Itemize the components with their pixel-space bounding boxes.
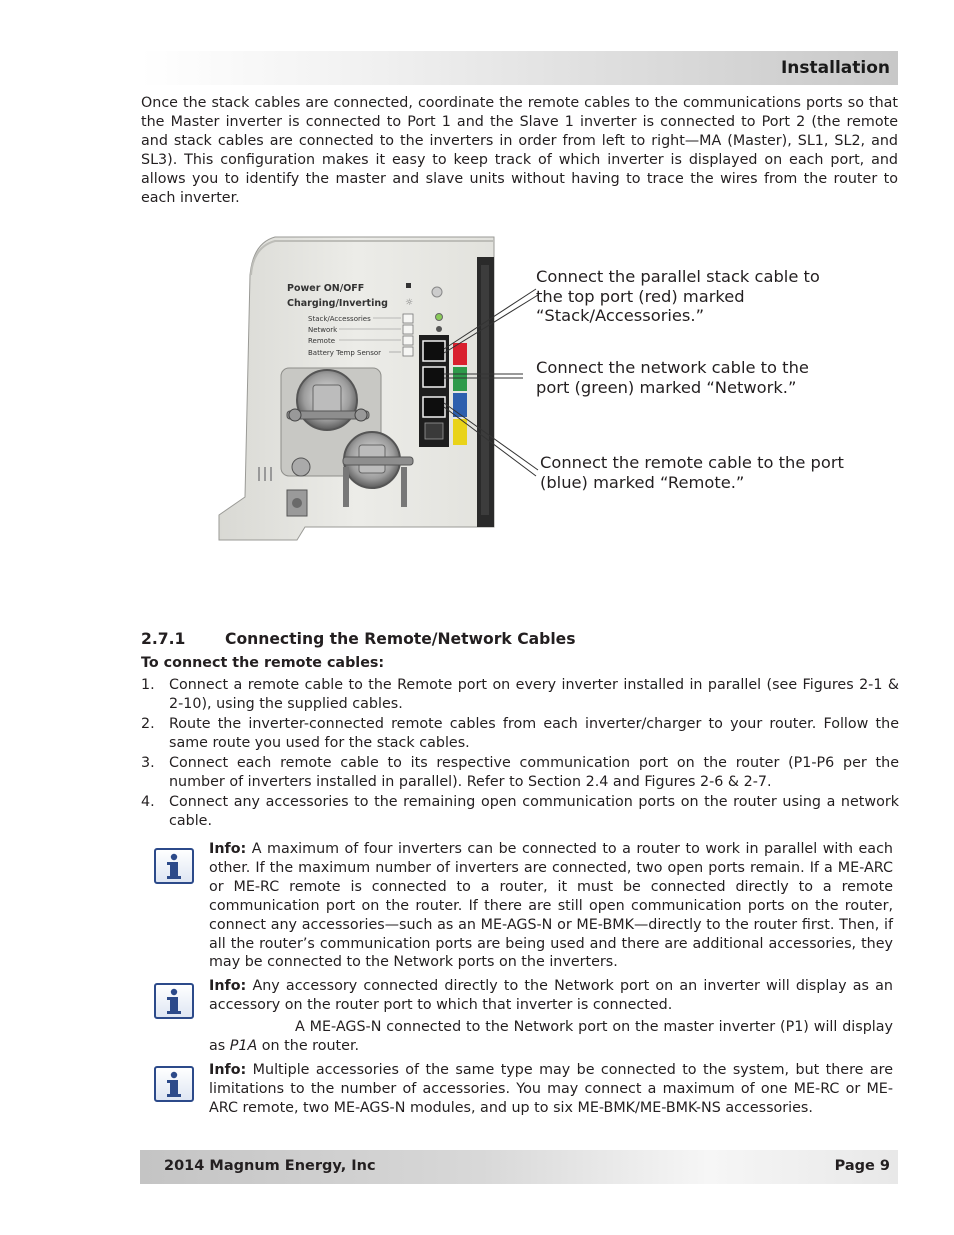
callout-remote: Connect the remote cable to the port (blue) marked “Remote.” bbox=[540, 453, 844, 492]
info-example bbox=[209, 1018, 893, 1056]
info-icon bbox=[154, 848, 194, 884]
section-number: 2.7.1 bbox=[141, 630, 186, 648]
step-text: Connect each remote cable to its respective communication port on the router (P1-P6 per the number of inverters installed in parallel). Refer to Section 2.4 and Figures 2-6 & 2-7. bbox=[169, 755, 899, 790]
step-text: Route the inverter-connected remote cables from each inverter/charger to your router. Follow the same route you used for the stack cables. bbox=[169, 716, 899, 751]
callout-stack: Connect the parallel stack cable to the top port (red) marked “Stack/Accessories.” bbox=[536, 267, 820, 325]
footer-copyright: 2014 Magnum Energy, Inc bbox=[164, 1158, 376, 1174]
section-heading bbox=[141, 630, 576, 648]
figure-inverter-ports bbox=[215, 235, 855, 550]
steps-list bbox=[141, 676, 899, 832]
panel-label-charging: Charging/Inverting bbox=[287, 298, 388, 309]
info-body: Multiple accessories of the same type may be connected to the system, but there are limitations to the number of accessories. You may connect a maximum of one ME-RC or ME-ARC remote, two ME-AGS-N modules, and up to six ME-BMK/ME-BMK-NS accessories. bbox=[209, 1062, 893, 1116]
panel-label-network: Network bbox=[308, 326, 338, 334]
info-icon bbox=[154, 983, 194, 1019]
info-note bbox=[154, 977, 894, 1057]
list-item bbox=[141, 754, 899, 792]
info-text bbox=[209, 840, 893, 972]
svg-text:☼: ☼ bbox=[405, 298, 414, 308]
procedure-heading: To connect the remote cables: bbox=[141, 655, 385, 671]
section-title: Connecting the Remote/Network Cables bbox=[225, 630, 576, 648]
step-text: Connect any accessories to the remaining open communication ports on the router using a network cable. bbox=[169, 794, 899, 829]
info-body: Any accessory connected directly to the Network port on an inverter will display as an accessory on the router port to which that inverter is connected. bbox=[209, 978, 893, 1013]
info-body: A maximum of four inverters can be connected to a router to work in parallel with each other. If the maximum number of inverters are connected, two open ports remain. If a ME-ARC or ME-RC remote is connected to a router, it must be connected directly to a remote communication port on the router. If there are still open communication ports on the router, connect any accessories—such as an ME-AGS-N or ME-BMK—directly to the router first. Then, if all the router’s communication ports are being used and there are additional accessories, they may be connected to the Network ports on the inverters. bbox=[209, 841, 893, 971]
info-label: Info: bbox=[209, 1062, 247, 1078]
callout-network: Connect the network cable to the port (green) marked “Network.” bbox=[536, 358, 809, 397]
info-text bbox=[209, 977, 893, 1015]
panel-label-battery: Battery Temp Sensor bbox=[308, 349, 382, 357]
step-number: 2. bbox=[141, 716, 155, 732]
info-note bbox=[154, 840, 894, 974]
info-example-text-end: on the router. bbox=[257, 1037, 360, 1054]
panel-label-power: Power ON/OFF bbox=[287, 283, 365, 294]
page-number: Page 9 bbox=[834, 1158, 890, 1174]
step-number: 4. bbox=[141, 794, 155, 810]
info-example-emphasis: P1A bbox=[229, 1037, 258, 1054]
step-number: 1. bbox=[141, 677, 155, 693]
list-item bbox=[141, 715, 899, 753]
panel-label-stack: Stack/Accessories bbox=[308, 315, 371, 323]
list-item bbox=[141, 793, 899, 831]
info-text bbox=[209, 1061, 893, 1118]
step-text: Connect a remote cable to the Remote port on every inverter installed in parallel (see Figures 2-1 & 2-10), using the supplied cables. bbox=[169, 677, 899, 712]
info-example-text: A ME-AGS-N connected to the Network port on the master inverter (P1) will display as bbox=[209, 1019, 893, 1054]
header-bar bbox=[140, 51, 898, 85]
step-number: 3. bbox=[141, 755, 155, 771]
page-section-title: Installation bbox=[780, 58, 890, 78]
info-label: Info: bbox=[209, 841, 247, 857]
info-icon bbox=[154, 1066, 194, 1102]
list-item bbox=[141, 676, 899, 714]
info-label: Info: bbox=[209, 978, 247, 994]
intro-paragraph: Once the stack cables are connected, coordinate the remote cables to the communications ports so that the Master inverter is connected to Port 1 and the Slave 1 inverter is connected to Port 2 (the remote and stack cables are connected to the inverters in order from left to right—MA (Master), SL1, SL2, and SL3). This configuration makes it easy to keep track of which inverter is displayed on each port, and allows you to identify the master and slave units without having to trace the wires from the router to each inverter. bbox=[141, 95, 898, 206]
info-note bbox=[154, 1061, 894, 1141]
footer-bar bbox=[140, 1150, 898, 1184]
panel-label-remote: Remote bbox=[308, 337, 336, 345]
